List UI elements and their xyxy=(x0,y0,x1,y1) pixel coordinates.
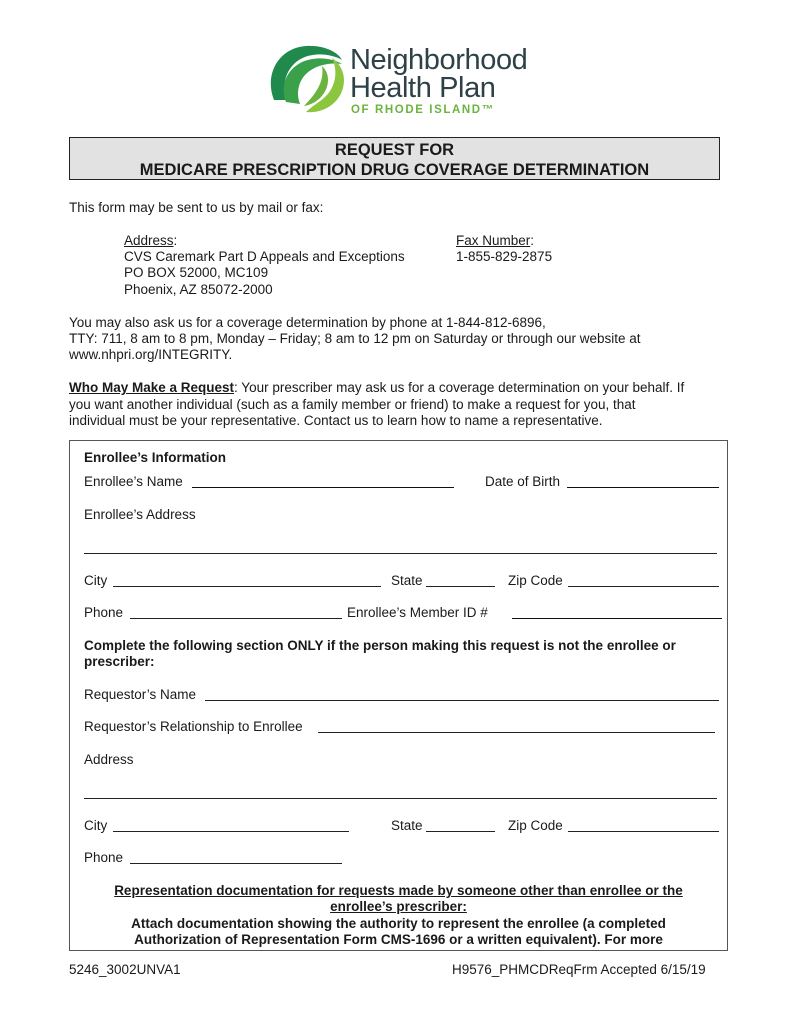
title-box xyxy=(69,137,720,180)
title-line2: MEDICARE PRESCRIPTION DRUG COVERAGE DETERMINATION xyxy=(139,161,650,179)
intro-text: This form may be sent to us by mail or fax: xyxy=(69,200,324,215)
address-line-3: Phoenix, AZ 85072-2000 xyxy=(124,282,273,297)
requestor-phone-field[interactable] xyxy=(130,863,342,864)
enrollee-address-field[interactable] xyxy=(84,553,717,554)
rep-heading-line1: Representation documentation for requests made by someone other than enrollee or the xyxy=(114,883,683,898)
who-line1 xyxy=(69,380,684,397)
address-line-2: PO BOX 52000, MC109 xyxy=(124,265,269,280)
who-line2: you want another individual (such as a family member or friend) to make a request for you, that xyxy=(69,397,636,412)
requestor-zip-label: Zip Code xyxy=(508,818,563,833)
rep-heading-line2: enrollee’s prescriber: xyxy=(330,899,467,914)
logo xyxy=(266,40,536,120)
enrollee-address-label: Enrollee’s Address xyxy=(84,507,196,522)
requestor-state-label: State xyxy=(391,818,423,833)
member-id-field[interactable] xyxy=(512,618,722,619)
title-line1: REQUEST FOR xyxy=(334,141,455,159)
requestor-address-field[interactable] xyxy=(84,798,717,799)
who-label: Who May Make a Request xyxy=(69,380,235,395)
fax-label-row xyxy=(456,233,534,250)
requestor-name-field[interactable] xyxy=(205,700,719,701)
requestor-phone-label: Phone xyxy=(84,850,124,865)
dob-field[interactable] xyxy=(567,487,719,488)
logo-text-line1: Neighborhood xyxy=(350,44,528,76)
fax-colon: : xyxy=(530,233,535,248)
enrollee-phone-label: Phone xyxy=(84,605,124,620)
requestor-name-label: Requestor’s Name xyxy=(84,687,197,702)
neighborhood-logo-mark-icon xyxy=(266,40,348,120)
requestor-zip-field[interactable] xyxy=(568,831,719,832)
phone-para-line2: TTY: 711, 8 am to 8 pm, Monday – Friday; 8 am to 12 pm on Saturday or through our website at xyxy=(69,331,641,346)
footer-approval: H9576_PHMCDReqFrm Accepted 6/15/19 xyxy=(452,962,706,977)
enrollee-name-field[interactable] xyxy=(192,487,454,488)
footer-form-code: 5246_3002UNVA1 xyxy=(69,962,181,977)
fax-label: Fax Number xyxy=(456,233,531,248)
who-line1-rest: : Your prescriber may ask us for a coverage determination on your behalf. If xyxy=(234,380,685,395)
address-colon: : xyxy=(173,233,178,248)
address-label-row xyxy=(124,233,177,250)
phone-para-line3: www.nhpri.org/INTEGRITY. xyxy=(69,347,233,362)
enrollee-zip-label: Zip Code xyxy=(508,573,563,588)
rep-text-line1: Attach documentation showing the authority to represent the enrollee (a completed xyxy=(131,916,666,931)
enrollee-heading: Enrollee’s Information xyxy=(84,450,227,465)
requestor-city-label: City xyxy=(84,818,108,833)
rep-text-line2: Authorization of Representation Form CMS-1696 or a written equivalent). For more xyxy=(134,932,663,947)
dob-label: Date of Birth xyxy=(485,474,561,489)
enrollee-city-field[interactable] xyxy=(113,586,381,587)
who-line3: individual must be your representative. Contact us to learn how to name a representative. xyxy=(69,413,603,428)
address-label: Address xyxy=(124,233,174,248)
enrollee-name-label: Enrollee’s Name xyxy=(84,474,183,489)
logo-text-line2: Health Plan xyxy=(350,72,496,104)
section-note-line2: prescriber: xyxy=(84,654,155,669)
section-note-line1: Complete the following section ONLY if the person making this request is not the enrollee or xyxy=(84,638,676,653)
enrollee-phone-field[interactable] xyxy=(130,618,342,619)
enrollee-state-field[interactable] xyxy=(426,586,495,587)
fax-number: 1-855-829-2875 xyxy=(456,249,553,264)
requestor-city-field[interactable] xyxy=(113,831,349,832)
enrollee-state-label: State xyxy=(391,573,423,588)
requestor-relationship-field[interactable] xyxy=(318,732,715,733)
requestor-state-field[interactable] xyxy=(426,831,495,832)
logo-text-line3: OF RHODE ISLAND™ xyxy=(351,104,495,116)
requestor-relationship-label: Requestor’s Relationship to Enrollee xyxy=(84,719,303,734)
address-line-1: CVS Caremark Part D Appeals and Exceptions xyxy=(124,249,405,264)
requestor-address-label: Address xyxy=(84,752,134,767)
enrollee-city-label: City xyxy=(84,573,108,588)
phone-para-line1: You may also ask us for a coverage determination by phone at 1-844-812-6896, xyxy=(69,315,546,330)
member-id-label: Enrollee’s Member ID # xyxy=(347,605,488,620)
enrollee-zip-field[interactable] xyxy=(568,586,719,587)
